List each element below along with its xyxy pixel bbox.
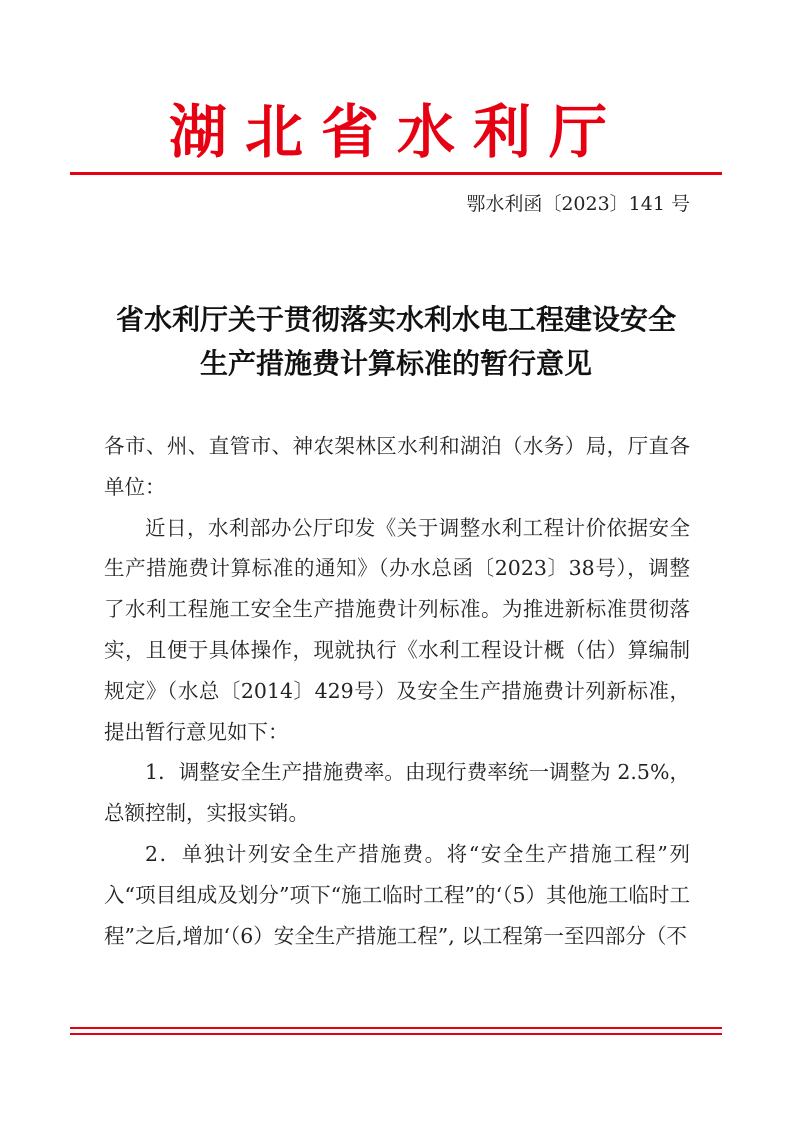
heading-line-1: 省水利厅关于贯彻落实水利水电工程建设安全 — [115, 303, 676, 336]
body-paragraph: 1．调整安全生产措施费率。由现行费率统一调整为 2.5%，总额控制，实报实销。 — [104, 760, 690, 826]
body-paragraph: 2．单独计列安全生产措施费。将“安全生产措施工程”列入“项目组成及划分”项下“施工临时工程”的‘（5）其他施工临时工程”之后,增加‘（6）安全生产措施工程”, 以工程第一至四部分（不 — [104, 841, 690, 948]
document-heading — [70, 298, 722, 386]
red-footer-rule — [70, 1027, 722, 1029]
document-number: 鄂水利函〔2023〕141 号 — [466, 193, 690, 215]
red-footer-rule — [70, 1033, 722, 1035]
organization-title: 湖北省水利厅 — [168, 98, 625, 166]
red-header-rule — [70, 172, 722, 175]
salutation: 各市、州、直管市、神农架林区水利和湖泊（水务）局，厅直各单位： — [104, 434, 690, 499]
document-body — [104, 426, 690, 956]
heading-line-2: 生产措施费计算标准的暂行意见 — [199, 347, 592, 380]
body-paragraph: 近日，水利部办公厅印发《关于调整水利工程计价依据安全生产措施费计算标准的通知》（办水总函〔2023〕38号），调整了水利工程施工安全生产措施费计列标准。为推进新标准贯彻落实，且便于具体操作，现就执行《水利工程设计概（估）算编制规定》（水总〔2014〕429号）及安全生产措施费计列新标准，提出暂行意见如下： — [104, 515, 690, 744]
